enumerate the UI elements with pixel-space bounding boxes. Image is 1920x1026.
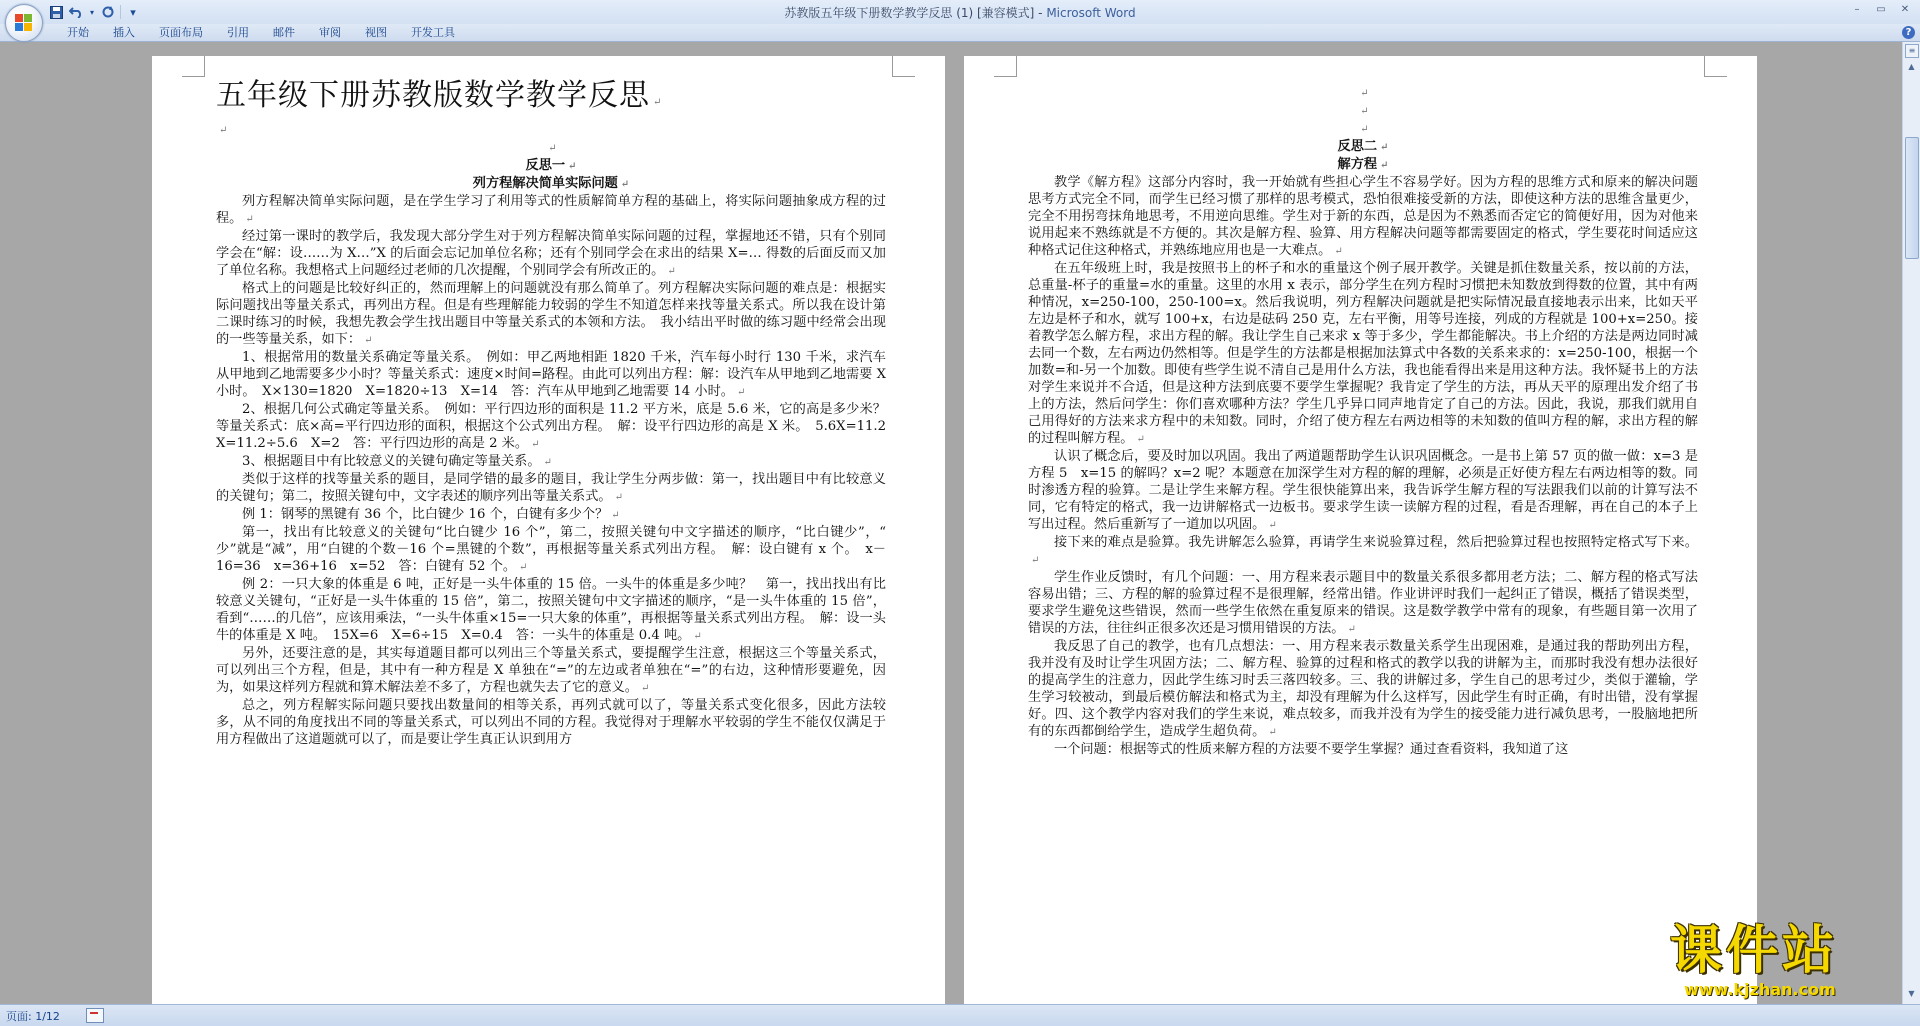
- paragraph: 1、根据常用的数量关系确定等量关系。 例如：甲乙两地相距 1820 千米，汽车每小时行 130 千米，求汽车从甲地到乙地需要多少小时？等量关系式：速度×时间=路程。由此可以列出方程：解：设汽车从甲地到乙地需要 X 小时。 X×130=1820 X=1820÷13 X=14 答：汽车从甲地到乙地需要 14 小时。 ↵: [216, 350, 886, 399]
- window-controls: [1846, 2, 1916, 18]
- paragraph: 例 1：钢琴的黑键有 36 个，比白键少 16 个，白键有多少个？ ↵: [242, 507, 620, 522]
- office-logo-icon: [15, 14, 33, 32]
- watermark-url: www.kjzhan.com: [1684, 980, 1836, 999]
- undo-dropdown-icon[interactable]: ▾: [89, 7, 94, 17]
- paragraph: 教学《解方程》这部分内容时，我一开始就有些担心学生不容易学好。因为方程的思维方式和原来的解决问题思考方式完全不同，而学生已经习惯了那样的思考模式，恐怕很难接受新的方法，即使这种方法的思维含量更少，完全不用拐弯抹角地思考，不用逆向思维。学生对于新的东西，总是因为不熟悉而否定它的简便好用，因为对他来说用起来不熟练就是不方便的。其次是解方程、验算、用方程解决问题等都需要固定的格式，学生要花时间适应这种格式记住这种格式，并熟练地应用也是一大难点。 ↵: [1028, 175, 1698, 258]
- ribbon-tab-bar: [0, 24, 1920, 42]
- window-title: [0, 4, 1920, 21]
- paragraph: 第一，找出有比较意义的关键句“比白键少 16 个”，第二，按照关键句中文字描述的顺序，“比白键少”，“ 少”就是“减”，用“白键的个数－16 个=黑键的个数”，再根据等量关系式列出方程。 解：设白键有 x 个。 x－16=36 x=36+16 x=52 答：白键有 52 个。 ↵: [216, 525, 900, 574]
- paragraph: 学生作业反馈时，有几个问题：一、用方程来表示题目中的数量关系很多都用老方法；二、解方程的格式写法容易出错；三、方程的解的验算过程不是很理解，经常出错。作业讲评时我们一起纠正了错误，概括了错误类型，要求学生避免这些错误，然而一些学生依然在重复原来的错误。这是数学教学中常有的现象，有些题目第一次用了错误的方法，往往纠正很多次还是习惯用错误的方法。 ↵: [1028, 570, 1698, 636]
- empty-line: ↵: [1360, 88, 1369, 99]
- tab-references[interactable]: 引用: [227, 26, 249, 39]
- watermark-logo: 课件站: [1670, 921, 1839, 981]
- paragraph: 我反思了自己的教学，也有几点想法：一、用方程来表示数量关系学生出现困难，是通过我的帮助列出方程，我并没有及时让学生巩固方法；二、解方程、验算的过程和格式的教学以我的讲解为主，而那时我没有想办法很好的提高学生的注意力，因此学生练习时丢三落四较多。三、我的讲解过多，学生自己的思考过少，类似于灌输，学生学习较被动，到最后模仿解法和格式为主，却没有理解为什么这样写，因此学生有时正确，有时出错，没有掌握好。四、这个教学内容对我们的学生来说，难点较多，而我并没有为学生的接受能力进行减负思考，一股脑地把所有的东西都倒给学生，造成学生超负荷。 ↵: [1028, 639, 1698, 739]
- tab-insert[interactable]: 插入: [113, 26, 135, 39]
- crop-mark: [182, 56, 205, 77]
- section-subheading-2: 解方程 ↵: [1337, 157, 1389, 172]
- page-1-content: [216, 78, 900, 748]
- crop-mark: [1704, 56, 1727, 77]
- document-title-heading: 五年级下册苏教版数学教学反思 ↵: [216, 78, 663, 113]
- scrollbar-thumb[interactable]: [1905, 137, 1919, 259]
- paragraph: 在五年级班上时，我是按照书上的杯子和水的重量这个例子展开教学。关键是抓住数量关系，按以前的方法，总重量-杯子的重量=水的重量。这里的水用 x 表示，部分学生在列方程时习惯把未知数放到得数的位置，其中有两种情况，x=250-100，250-100=x。然后我说明，列方程解决问题就是把实际情况最直接地表示出来，比如天平左边是杯子和水，就写 100+x，右边是砝码 250 克，左右平衡，用等号连接，列成的方程就是 100+x=250。接着教学怎么解方程，求出方程的解。我让学生自己来求 x 等于多少，学生都能解决。书上介绍的方法是两边同时减去同一个数，左右两边仍然相等。但是学生的方法都是根据加法算式中各数的关系来求的：x=250-100，根据一个加数=和-另一个加数。即使有些学生说不清自己是用什么方法，我也能看得出来是用这种方法。我怀疑书上的方法对学生来说并不合适，但是这种方法到底要不要学生掌握呢？我肯定了学生的方法，再从天平的原理出发介绍了书上的方法，然后问学生：你们喜欢哪种方法？学生几乎异口同声地肯定了自己的方法。因此，我说，那我们就用自己用得好的方法来求方程中的未知数。同时，介绍了使方程左右两边相等的未知数的值叫方程的解，求出方程的解的过程叫解方程。 ↵: [1028, 261, 1698, 446]
- scroll-down-icon[interactable]: ▼: [1908, 989, 1915, 998]
- office-button[interactable]: [5, 4, 43, 42]
- vertical-scrollbar[interactable]: [1902, 42, 1920, 1004]
- help-icon[interactable]: ?: [1902, 26, 1915, 39]
- crop-mark: [994, 56, 1017, 77]
- app-name: Microsoft Word: [1046, 6, 1136, 20]
- minimize-button[interactable]: –: [1854, 4, 1860, 15]
- view-ruler-icon[interactable]: ≡: [1905, 44, 1919, 58]
- paragraph: 接下来的难点是验算。我先讲解怎么验算，再请学生来说验算过程，然后把验算过程也按照特定格式写下来。↵: [1031, 535, 1698, 566]
- empty-line: ↵: [219, 125, 228, 136]
- empty-line: ↵: [1360, 106, 1369, 117]
- page-2-content: [1028, 84, 1698, 758]
- paragraph: 格式上的问题是比较好纠正的，然而理解上的问题就没有那么简单了。列方程解决实际问题的难点是：根据实际问题找出等量关系式，再列出方程。但是有些理解能力较弱的学生不知道怎样来找等量关系式。所以我在设计第二课时练习的时候，我想先教会学生找出题目中等量关系式的本领和方法。 我小结出平时做的练习题中经常会出现的一些等量关系，如下： ↵: [216, 281, 886, 347]
- section-heading-2: 反思二 ↵: [1337, 139, 1389, 154]
- page-counter[interactable]: 页面: 1/12: [6, 1010, 60, 1023]
- empty-line: ↵: [1360, 124, 1369, 135]
- paragraph: 一个问题：根据等式的性质来解方程的方法要不要学生掌握？通过查看资料，我知道了这: [1054, 742, 1569, 757]
- document-page-1[interactable]: [152, 56, 945, 1004]
- tab-review[interactable]: 审阅: [319, 26, 341, 39]
- ribbon-tabs: [55, 24, 467, 41]
- paragraph: 认识了概念后，要及时加以巩固。我出了两道题帮助学生认识巩固概念。一是书上第 57 页的做一做：x=3 是方程 5 x=15 的解吗？x=2 呢？本题意在加深学生对方程的解的理解，必须是正好使方程左右两边相等的数。同时渗透方程的验算。二是让学生来解方程。学生很快能算出来，我告诉学生解方程的写法跟我们以前的计算写法不同，它有特定的格式，我一边讲解格式一边板书。要求学生读一读解方程的过程，看是否理解，再在自己的本子上写出过程。然后重新写了一道加以巩固。 ↵: [1028, 449, 1698, 532]
- paragraph: 另外，还要注意的是，其实每道题目都可以列出三个等量关系式，要提醒学生注意，根据这三个等量关系式，可以列出三个方程，但是，其中有一种方程是 X 单独在“=”的左边或者单独在“=”的右边，这种情形要避免，因为，如果这样列方程就和算术解法差不多了，方程也就失去了它的意义。 ↵: [216, 646, 886, 695]
- paragraph: 总之，列方程解实际问题只要找出数量间的相等关系，再列式就可以了，等量关系式变化很多，因此方法较多，从不同的角度找出不同的等量关系式，可以列出不同的方程。我觉得对于理解水平较弱的学生不能仅仅满足于用方程做出了这道题就可以了，而是要让学生真正认识到用方: [216, 698, 886, 747]
- tab-page-layout[interactable]: 页面布局: [159, 26, 203, 39]
- paragraph: 例 2：一只大象的体重是 6 吨，正好是一头牛体重的 15 倍。一头牛的体重是多少吨？ 第一，找出找出有比较意义关键句，“正好是一头牛体重的 15 倍”，第二，按照关键句中文字描述的顺序，“是一头牛体重的 15 倍”，看到“……的几倍”，应该用乘法，“一头牛体重×15=一只大象的体重”，再根据等量关系式列出方程。 解：设一头牛的体重是 X 吨。 15X=6 X=6÷15 X=0.4 答：一头牛的体重是 0.4 吨。 ↵: [216, 577, 886, 643]
- scroll-up-icon[interactable]: ▲: [1908, 62, 1915, 71]
- tab-mailings[interactable]: 邮件: [273, 26, 295, 39]
- paragraph: 类似于这样的找等量关系的题目，是同学错的最多的题目，我让学生分两步做：第一，找出题目中有比较意义的关键句；第二，按照关键句中，文字表述的顺序列出等量关系式。 ↵: [216, 472, 886, 504]
- paragraph: 2、根据几何公式确定等量关系。 例如：平行四边形的面积是 11.2 平方米，底是 5.6 米，它的高是多少米？ 等量关系式：底×高=平行四边形的面积，根据这个公式列出方程。 解：设平行四边形的高是 X 米。 5.6X=11.2 X=11.2÷5.6 X=2 答：平行四边形的高是 2 米。 ↵: [216, 402, 900, 451]
- maximize-button[interactable]: ▭: [1876, 4, 1886, 15]
- customize-qat-icon[interactable]: ▾: [130, 5, 136, 19]
- empty-line: ↵: [548, 143, 557, 154]
- paragraph: 经过第一课时的教学后，我发现大部分学生对于列方程解决简单实际问题的过程，掌握地还不错，只有个别同学会在“解：设……为 X…”X 的后面会忘记加单位名称；还有个别同学会在求出的结果 X=… 得数的后面反而又加了单位名称。我想格式上问题经过老师的几次提醒，个别同学会有所改正的。 ↵: [216, 229, 886, 278]
- section-heading-1: 反思一 ↵: [525, 158, 577, 173]
- crop-mark: [892, 56, 915, 77]
- proofing-status-icon[interactable]: [86, 1008, 104, 1023]
- watermark: [1670, 922, 1910, 1002]
- close-button[interactable]: ✕: [1900, 4, 1910, 15]
- section-subheading-1: 列方程解决简单实际问题 ↵: [472, 176, 630, 191]
- paragraph: 列方程解决简单实际问题，是在学生学习了利用等式的性质解简单方程的基础上，将实际问题抽象成方程的过程。 ↵: [216, 194, 886, 226]
- document-workspace: [0, 42, 1903, 1004]
- status-bar: [0, 1004, 1920, 1026]
- document-page-2[interactable]: [964, 56, 1757, 1004]
- tab-view[interactable]: 视图: [365, 26, 387, 39]
- title-bar: [0, 0, 1920, 25]
- tab-developer[interactable]: 开发工具: [411, 26, 455, 39]
- document-title: 苏教版五年级下册数学教学反思 (1) [兼容模式] -: [784, 6, 1047, 20]
- paragraph: 3、根据题目中有比较意义的关键句确定等量关系。 ↵: [242, 454, 552, 469]
- tab-home[interactable]: 开始: [67, 26, 89, 39]
